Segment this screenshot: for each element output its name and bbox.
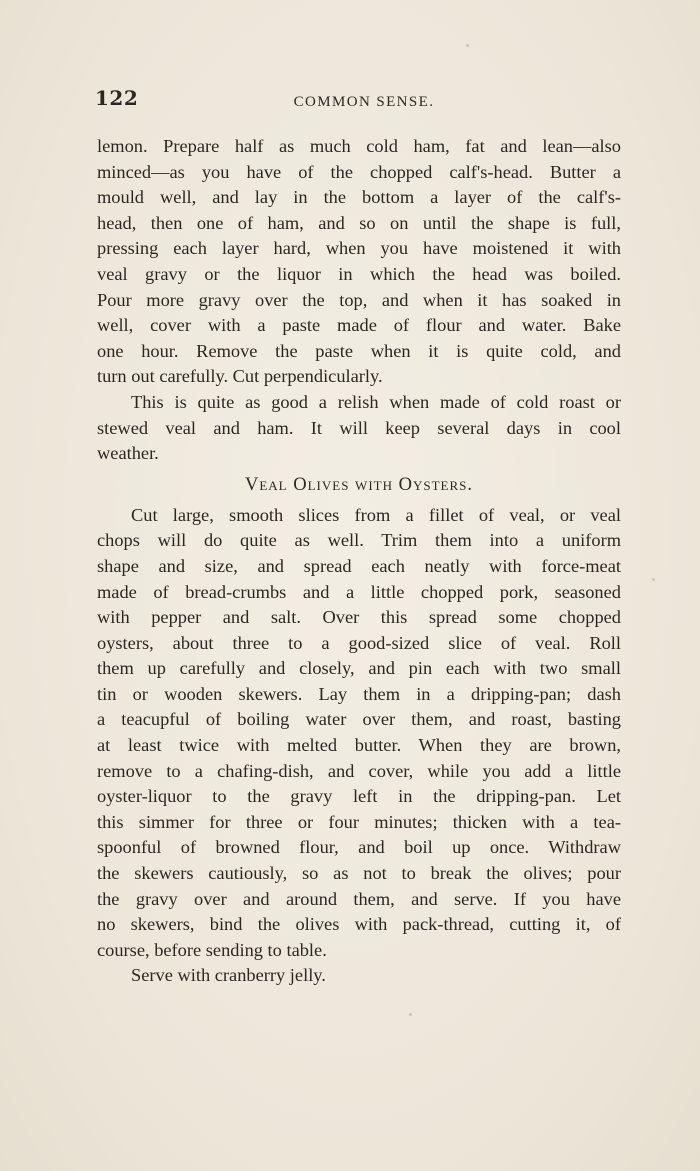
paper-speck <box>409 1013 412 1016</box>
text-line: veal gravy or the liquor in which the head was boiled. <box>97 263 621 284</box>
text-line: lemon. Prepare half as much cold ham, fat and lean—also <box>97 136 621 156</box>
section-heading: Veal Olives with Oysters. <box>244 474 473 495</box>
paragraph-4 <box>97 963 621 989</box>
paragraph-3 <box>97 503 621 964</box>
paper-speck <box>652 578 655 581</box>
text-line: minced—as you have of the chopped calf's-head. Butter a <box>97 161 621 182</box>
text-line: Cut large, smooth slices from a fillet of veal, or veal <box>131 504 621 525</box>
text-line: course, before sending to table. <box>97 939 327 960</box>
text-line: shape and size, and spread each neatly with force-meat <box>97 555 621 576</box>
text-line: This is quite as good a relish when made of cold roast or <box>131 391 621 412</box>
text-line: head, then one of ham, and so on until the shape is full, <box>97 212 621 233</box>
text-line: a teacupful of boiling water over them, and roast, basting <box>97 709 621 730</box>
text-block <box>97 134 621 989</box>
text-line: this simmer for three or four minutes; thicken with a tea- <box>97 811 621 832</box>
text-line: no skewers, bind the olives with pack-thread, cutting it, of <box>97 914 621 935</box>
text-line: at least twice with melted butter. When they are brown, <box>97 735 621 756</box>
text-line: remove to a chafing-dish, and cover, while you add a little <box>97 760 621 781</box>
page-number: 122 <box>95 86 139 110</box>
text-line: oysters, about three to a good-sized slice of veal. Roll <box>97 632 621 653</box>
text-line: tin or wooden skewers. Lay them in a dripping-pan; dash <box>97 683 621 704</box>
text-line: stewed veal and ham. It will keep several days in cool <box>97 417 621 438</box>
text-line: spoonful of browned flour, and boil up once. Withdraw <box>97 837 621 858</box>
text-line: Pour more gravy over the top, and when it has soaked in <box>97 289 621 310</box>
text-line: well, cover with a paste made of flour and water. Bake <box>97 315 621 336</box>
running-head: COMMON SENSE. <box>293 94 435 110</box>
text-line: Serve with cranberry jelly. <box>131 965 326 986</box>
text-line: mould well, and lay in the bottom a layer of the calf's- <box>97 187 621 208</box>
paragraph-1 <box>97 134 621 390</box>
paper-speck <box>466 44 469 47</box>
text-line: turn out carefully. Cut perpendicularly. <box>97 366 383 387</box>
text-line: oyster-liquor to the gravy left in the dripping-pan. Let <box>97 786 621 807</box>
paragraph-2 <box>97 390 621 467</box>
text-line: with pepper and salt. Over this spread some chopped <box>97 607 621 628</box>
text-line: the gravy over and around them, and serve. If you have <box>97 888 621 909</box>
text-line: made of bread-crumbs and a little chopped pork, seasoned <box>97 581 621 602</box>
text-line: the skewers cautiously, so as not to break the olives; pour <box>97 863 621 884</box>
text-line: weather. <box>97 443 159 464</box>
text-line: one hour. Remove the paste when it is quite cold, and <box>97 340 621 361</box>
text-line: pressing each layer hard, when you have moistened it with <box>97 238 621 259</box>
text-line: them up carefully and closely, and pin each with two small <box>97 658 621 679</box>
text-line: chops will do quite as well. Trim them into a uniform <box>97 530 621 551</box>
